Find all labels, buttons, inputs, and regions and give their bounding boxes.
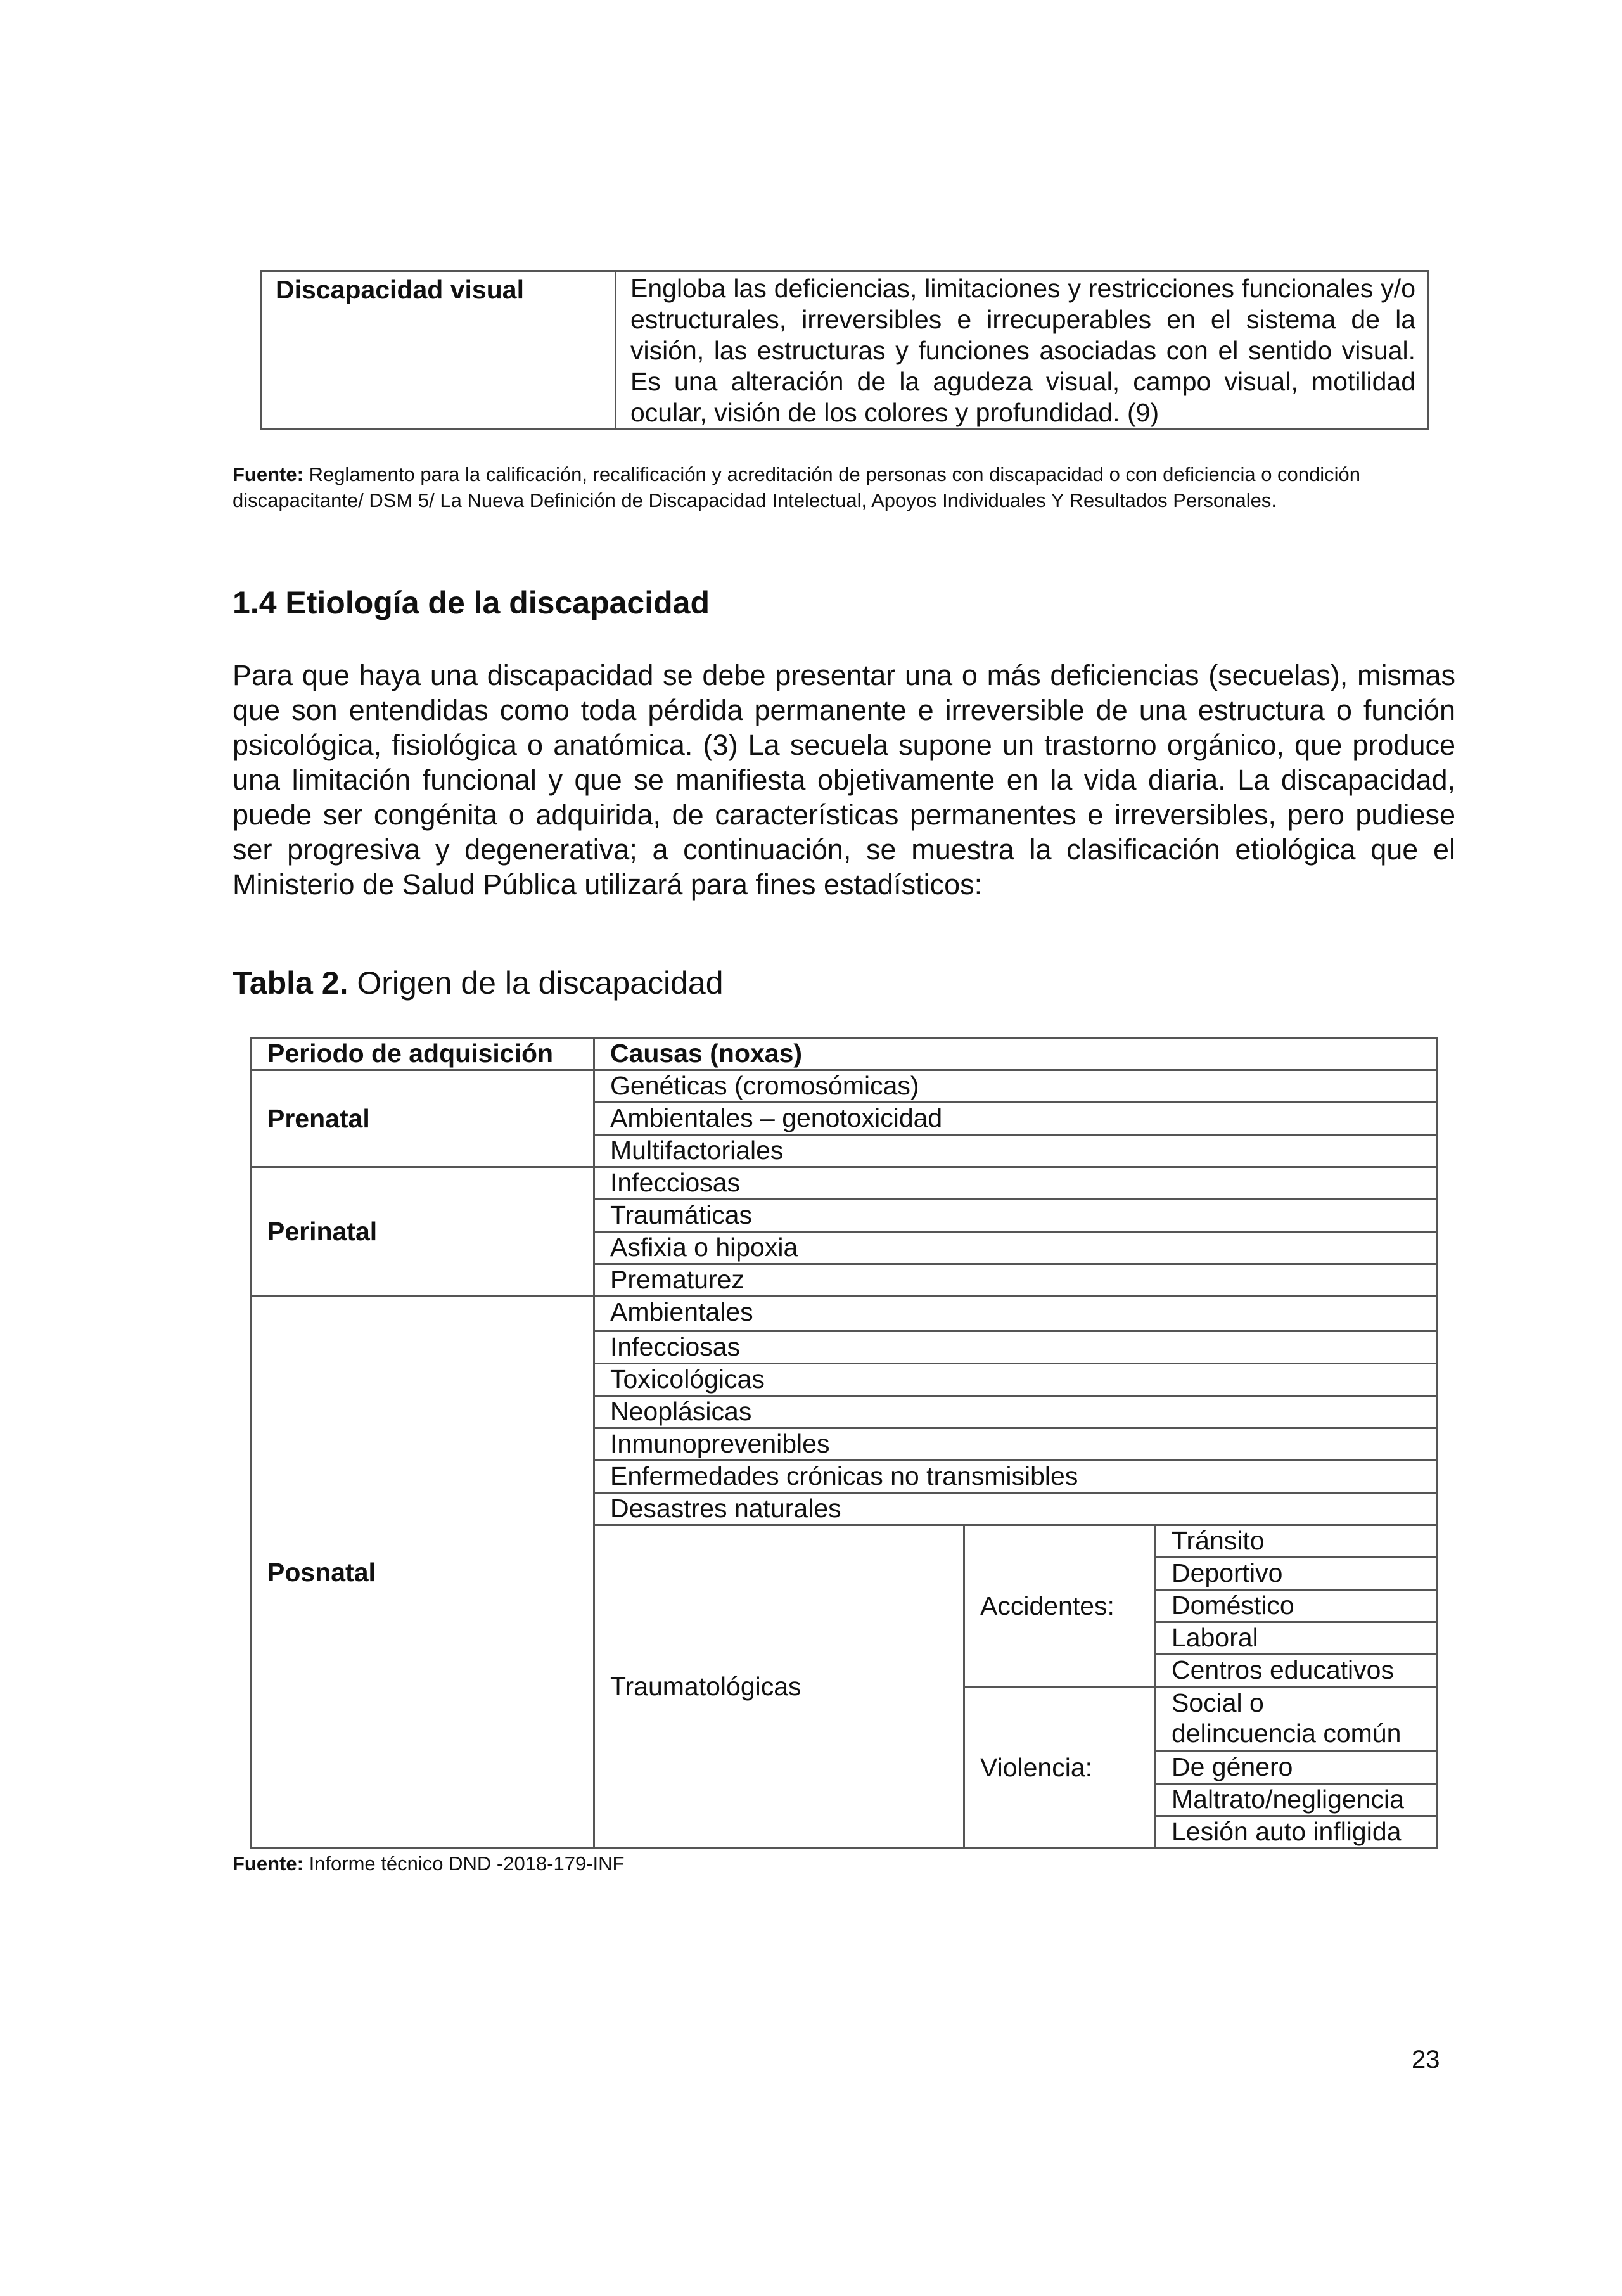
violence-cell: Maltrato/negligencia: [1156, 1784, 1438, 1816]
source-label: Fuente:: [233, 463, 303, 485]
violence-line: Social o: [1172, 1688, 1264, 1717]
definition-cell: Engloba las deficiencias, limitaciones y restricciones funcionales y/o estructurales, irreversibles e irrecuperables en el sistema de la visión, las estructuras y funciones asociadas con el sentido visual. Es una alteración de la agudeza visual, campo visual, motilidad ocular, visión de los colores y profundidad. (9): [616, 271, 1428, 430]
accident-cell: Tránsito: [1156, 1525, 1438, 1558]
cause-cell: Multifactoriales: [594, 1135, 1438, 1167]
table-row: [261, 271, 1428, 430]
cause-cell: Ambientales: [594, 1297, 1438, 1331]
cause-cell: Inmunoprevenibles: [594, 1428, 1438, 1461]
violence-line: delincuencia común: [1172, 1719, 1402, 1748]
term-cell: Discapacidad visual: [261, 271, 616, 430]
definition-table: [260, 270, 1429, 430]
cause-cell: Toxicológicas: [594, 1364, 1438, 1396]
trauma-cell: Traumatológicas: [594, 1525, 964, 1849]
cause-cell: Infecciosas: [594, 1167, 1438, 1200]
violence-cell: [1156, 1687, 1438, 1752]
source-label: Fuente:: [233, 1852, 303, 1875]
period-prenatal: Prenatal: [252, 1070, 594, 1167]
cause-cell: Genéticas (cromosómicas): [594, 1070, 1438, 1103]
accident-cell: Centros educativos: [1156, 1655, 1438, 1687]
table-header-row: [252, 1038, 1438, 1070]
cause-cell: Neoplásicas: [594, 1396, 1438, 1428]
page-number: 23: [1412, 2046, 1440, 2074]
table-caption: [233, 965, 724, 1001]
table-caption-label: Tabla 2.: [233, 965, 348, 1001]
cause-cell: Enfermedades crónicas no transmisibles: [594, 1461, 1438, 1493]
source-note-2: [233, 1850, 1424, 1876]
header-causes: Causas (noxas): [594, 1038, 1438, 1070]
origin-table: [250, 1037, 1438, 1849]
cause-cell: Traumáticas: [594, 1200, 1438, 1232]
source-text: Reglamento para la calificación, recalificación y acreditación de personas con discapacidad o con deficiencia o condición discapacitante/ DSM 5/ La Nueva Definición de Discapacidad Intelectual, Apoyos Individuales Y Resultados Personales.: [233, 463, 1361, 511]
table-row: [252, 1167, 1438, 1200]
period-posnatal: Posnatal: [252, 1297, 594, 1849]
accidents-label: Accidentes:: [964, 1525, 1156, 1687]
violence-cell: Lesión auto infligida: [1156, 1816, 1438, 1849]
source-note: [233, 461, 1424, 513]
cause-cell: Infecciosas: [594, 1331, 1438, 1364]
violence-label: Violencia:: [964, 1687, 1156, 1849]
accident-cell: Deportivo: [1156, 1558, 1438, 1590]
violence-cell: De género: [1156, 1752, 1438, 1784]
section-paragraph: Para que haya una discapacidad se debe presentar una o más deficiencias (secuelas), mismas que son entendidas como toda pérdida permanente e irreversible de una estructura o función psicológica, fisiológica o anatómica. (3) La secuela supone un trastorno orgánico, que produce una limitación funcional y que se manifiesta objetivamente en la vida diaria. La discapacidad, puede ser congénita o adquirida, de características permanentes e irreversibles, pero pudiese ser progresiva y degenerativa; a continuación, se muestra la clasificación etiológica que el Ministerio de Salud Pública utilizará para fines estadísticos:: [233, 659, 1455, 901]
cause-cell: Desastres naturales: [594, 1493, 1438, 1525]
accident-cell: Doméstico: [1156, 1590, 1438, 1622]
accident-cell: Laboral: [1156, 1622, 1438, 1655]
table-row: [252, 1297, 1438, 1331]
section-heading: 1.4 Etiología de la discapacidad: [233, 585, 710, 620]
source-text: Informe técnico DND -2018-179-INF: [309, 1852, 625, 1875]
cause-cell: Ambientales – genotoxicidad: [594, 1103, 1438, 1135]
table-caption-title: Origen de la discapacidad: [357, 965, 724, 1001]
table-row: [252, 1070, 1438, 1103]
cause-cell: Asfixia o hipoxia: [594, 1232, 1438, 1264]
cause-cell: Prematurez: [594, 1264, 1438, 1297]
period-perinatal: Perinatal: [252, 1167, 594, 1297]
header-period: Periodo de adquisición: [252, 1038, 594, 1070]
